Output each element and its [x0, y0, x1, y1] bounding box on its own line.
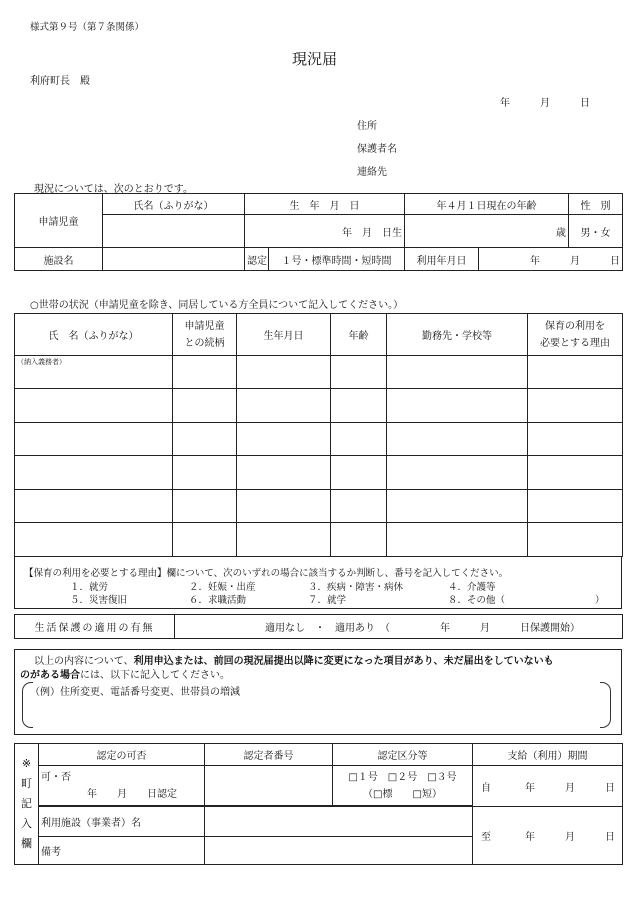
- age-header: 年４月１日現在の年齢: [405, 194, 569, 215]
- col-approval: 認定の可否: [39, 744, 205, 766]
- age-field[interactable]: 歳: [405, 215, 569, 248]
- reason-item: ４．介護等: [448, 582, 496, 593]
- reason-item: １．就労: [70, 582, 109, 593]
- address-label: 住所: [357, 121, 377, 132]
- to-label: 至: [481, 832, 491, 843]
- from-date: 年 月 日: [525, 782, 615, 794]
- facility-field[interactable]: [103, 248, 245, 271]
- col-name: 氏 名（ふりがな）: [15, 314, 173, 356]
- date-line: 年 月 日: [500, 98, 590, 109]
- changes-text-line-2: のがある場合には、以下に記入してください。: [20, 670, 230, 681]
- table-row[interactable]: [15, 456, 623, 490]
- sex-header: 性 別: [569, 194, 623, 215]
- page-title: 現況届: [292, 50, 338, 68]
- facility-label: 施設名: [15, 248, 103, 271]
- approval-field[interactable]: [39, 766, 205, 806]
- table-row[interactable]: [15, 389, 623, 423]
- cert-no-field[interactable]: [205, 766, 333, 806]
- intro-text: 現況については、次のとおりです。: [34, 184, 193, 195]
- addressee: 利府町長 殿: [30, 76, 90, 87]
- guardian-label: 保護者名: [357, 144, 397, 155]
- col-work: 勤務先・学校等: [387, 314, 528, 356]
- reason-item: ２．妊娠・出産: [189, 582, 256, 593]
- household-heading: ○世帯の状況（申請児童を除き、同居している方全員について記入してください。）: [30, 300, 404, 311]
- cert-value[interactable]: １号・標準時間・短時間: [269, 248, 405, 271]
- table-row[interactable]: [15, 423, 623, 456]
- cert-sub: （□標 □短）: [363, 788, 442, 800]
- col-cert-no: 認定者番号: [205, 744, 333, 766]
- period-to[interactable]: [473, 807, 623, 865]
- table-row[interactable]: [15, 523, 623, 557]
- reason-item: ８．その他（: [448, 595, 506, 606]
- from-label: 自: [481, 782, 491, 794]
- cert-label: 認定: [245, 248, 269, 271]
- col-dob: 生年月日: [237, 314, 331, 356]
- col-reason: 保育の利用を 必要とする理由: [528, 314, 623, 356]
- reasons-intro: 【保育の利用を必要とする理由】欄について、次のいずれの場合に該当するか判断し、番号を記入してください。: [24, 568, 509, 579]
- remarks-label: 備考: [39, 837, 205, 865]
- bracket-right: [600, 682, 611, 728]
- to-date: 年 月 日: [525, 832, 615, 843]
- contact-label: 連絡先: [357, 167, 387, 178]
- approval-date: 年 月 日認定: [87, 788, 177, 800]
- child-table: [14, 193, 623, 271]
- form-number: 様式第９号（第７条関係）: [30, 22, 145, 33]
- changes-text-line-1: 以上の内容について、利用申込または、前回の現況届提出以降に変更になった項目があり、未だ届出をしていないも: [34, 656, 554, 667]
- dob-header: 生 年 月 日: [245, 194, 405, 215]
- table-row[interactable]: [15, 356, 623, 389]
- col-cert-type: 認定区分等: [333, 744, 473, 766]
- approval-value: 可・否: [41, 771, 71, 783]
- changes-example: （例）住所変更、電話番号変更、世帯員の増減: [30, 687, 240, 698]
- use-date-label: 利用年月日: [405, 248, 479, 271]
- reason-item: ５．災害復旧: [70, 595, 128, 606]
- household-table: [14, 313, 623, 557]
- changes-field[interactable]: [40, 696, 595, 722]
- office-side-label: ※ 町 記 入 欄: [15, 744, 39, 865]
- name-header: 氏名（ふりがな）: [103, 194, 245, 215]
- sex-field[interactable]: 男・女: [569, 215, 623, 248]
- child-name-field[interactable]: [103, 215, 245, 248]
- use-date-field[interactable]: 年 月 日: [479, 248, 623, 271]
- taxpayer-note: （納入義務者）: [17, 358, 66, 366]
- facility-name-field[interactable]: [205, 807, 473, 837]
- welfare-table: [14, 614, 623, 639]
- col-age: 年齢: [331, 314, 387, 356]
- reason-item: ３．疾病・障害・病休: [308, 582, 404, 593]
- reason-item: ６．求職活動: [189, 595, 247, 606]
- reason-item: ）: [595, 595, 605, 606]
- member-name-field[interactable]: [15, 356, 173, 389]
- welfare-field[interactable]: 適用なし ・ 適用あり （ 年 月 日保護開始）: [175, 615, 623, 639]
- facility-name-label: 利用施設（事業者）名: [39, 807, 205, 837]
- remarks-field[interactable]: [205, 837, 473, 865]
- col-period: 支給（利用）期間: [473, 744, 623, 766]
- col-relation: 申請児童 との続柄: [173, 314, 237, 356]
- cert-type-field[interactable]: [333, 766, 473, 806]
- reason-item: ７．就学: [308, 595, 347, 606]
- office-table: [14, 743, 623, 865]
- table-row[interactable]: [15, 490, 623, 523]
- period-from[interactable]: [473, 766, 623, 807]
- welfare-label: 生活保護の適用の有無: [15, 615, 175, 639]
- dob-field[interactable]: 年 月 日生: [245, 215, 405, 248]
- cert-types: □１号 □２号 □３号: [348, 771, 457, 783]
- applicant-label: 申請児童: [15, 194, 103, 248]
